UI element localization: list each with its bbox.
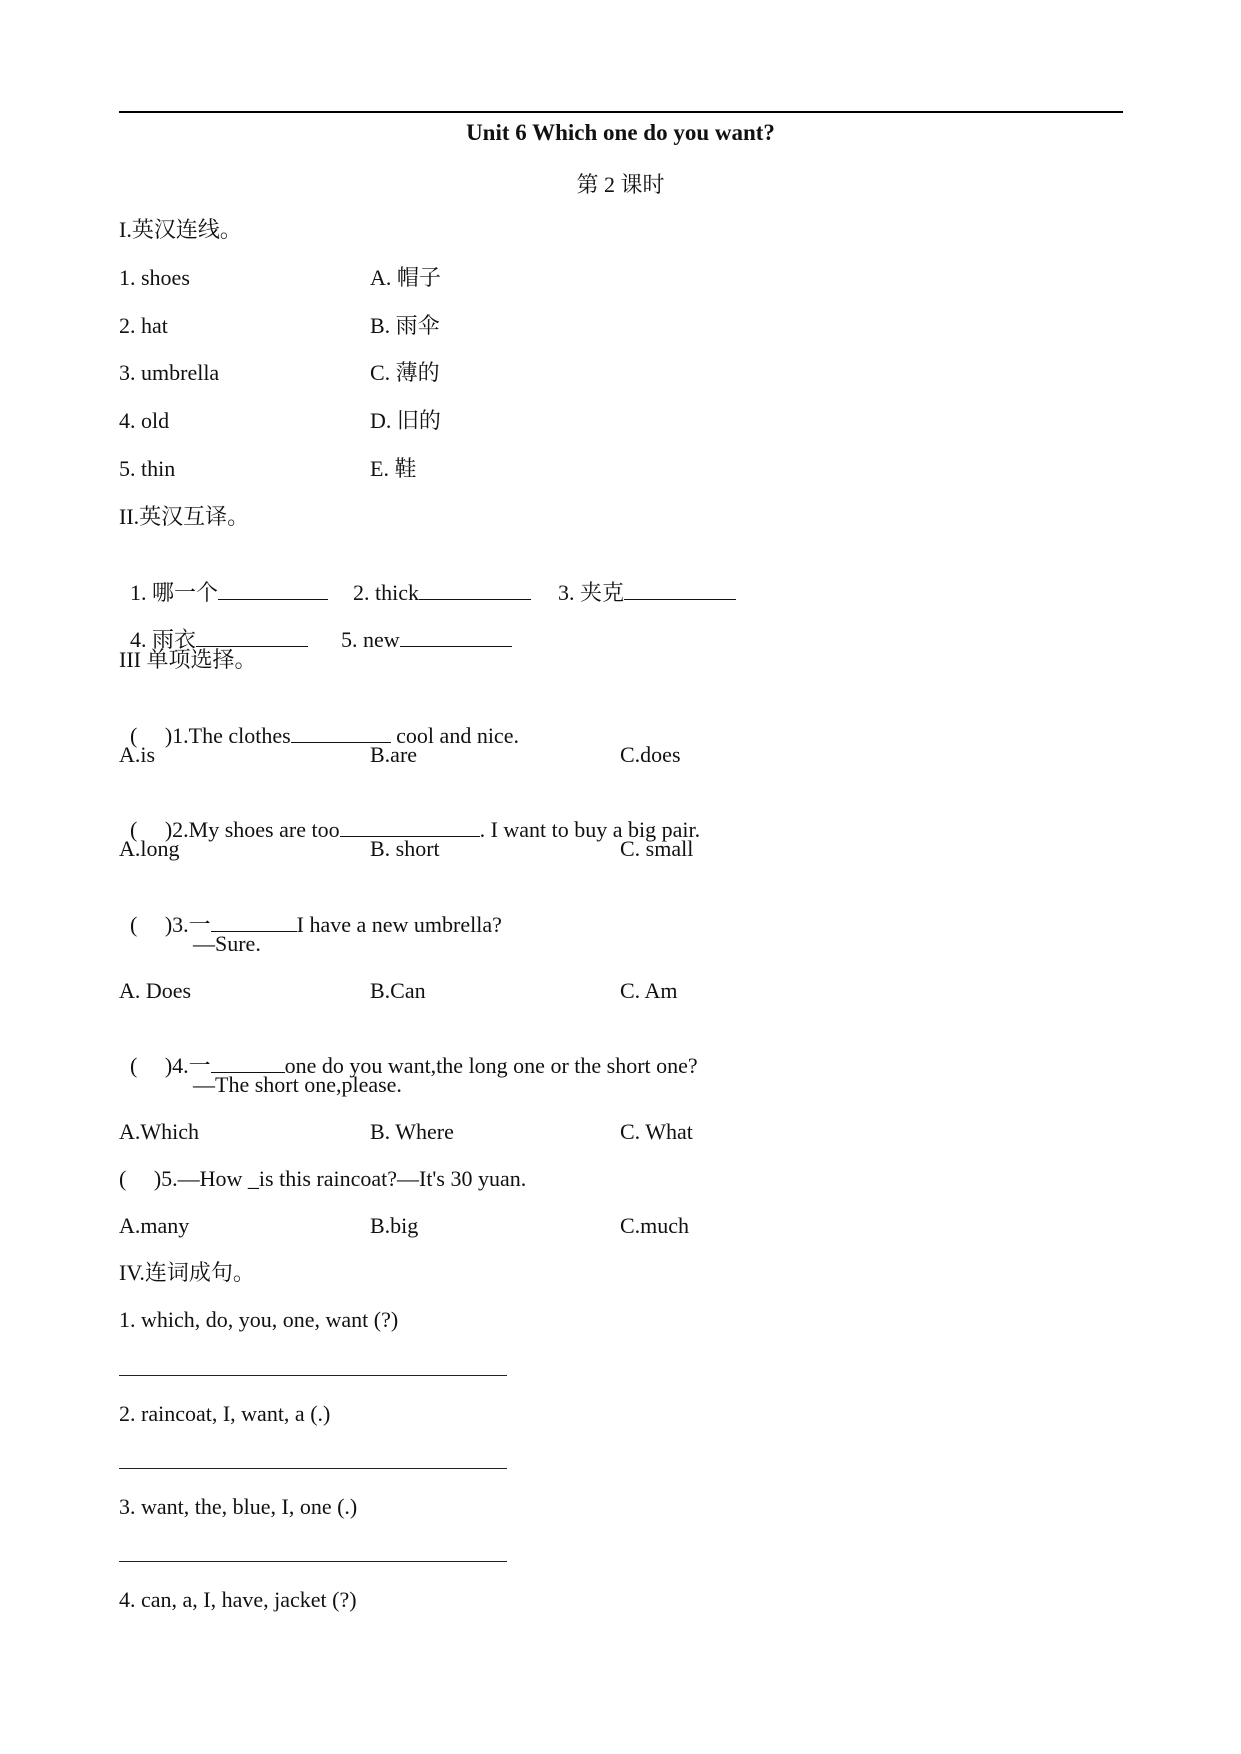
match-left-5: 5. thin: [119, 456, 176, 481]
match-left-3: 3. umbrella: [119, 360, 220, 385]
section-2-heading: II.英汉互译。: [119, 504, 250, 529]
question-1: [119, 694, 519, 750]
question-5: ( )5.—How _is this raincoat?—It's 30 yuan.: [119, 1166, 527, 1191]
q5-option-a[interactable]: A.many: [119, 1213, 190, 1238]
match-left-1: 1. shoes: [119, 265, 190, 290]
translate-item-5: 5. new: [341, 627, 400, 652]
page-title: Unit 6 Which one do you want?: [466, 120, 775, 145]
question-3-stem: ( )3.一: [130, 912, 211, 937]
q3-option-b[interactable]: B.Can: [370, 978, 426, 1003]
match-left-2: 2. hat: [119, 313, 168, 338]
sentence-item-4: 4. can, a, I, have, jacket (?): [119, 1587, 357, 1612]
translate-item-1: 1. 哪一个: [130, 580, 219, 605]
sentence-answer-line-1[interactable]: [119, 1375, 507, 1376]
q2-option-c[interactable]: C. small: [620, 836, 694, 861]
q1-option-b[interactable]: B.are: [370, 742, 418, 767]
translate-row-1c: [547, 551, 736, 607]
q5-option-c[interactable]: C.much: [620, 1213, 690, 1238]
sentence-item-3: 3. want, the, blue, I, one (.): [119, 1494, 358, 1519]
q3-option-a[interactable]: A. Does: [119, 978, 192, 1003]
match-right-3: C. 薄的: [370, 360, 440, 385]
question-4-tail: one do you want,the long one or the short one?: [284, 1053, 698, 1078]
question-1-stem: ( )1.The clothes: [130, 723, 291, 748]
translate-blank-5[interactable]: [400, 645, 512, 647]
q5-option-b[interactable]: B.big: [370, 1213, 419, 1238]
q4-option-b[interactable]: B. Where: [370, 1119, 454, 1144]
question-2-stem: ( )2.My shoes are too: [130, 817, 340, 842]
q4-option-a[interactable]: A.Which: [119, 1119, 200, 1144]
section-1-heading: I.英汉连线。: [119, 217, 242, 242]
sentence-item-2: 2. raincoat, I, want, a (.): [119, 1401, 331, 1426]
sentence-answer-line-2[interactable]: [119, 1468, 507, 1469]
q1-option-c[interactable]: C.does: [620, 742, 681, 767]
question-3: [119, 883, 502, 939]
question-3-tail: I have a new umbrella?: [296, 912, 502, 937]
match-right-2: B. 雨伞: [370, 313, 440, 338]
translate-row-2b: [330, 598, 512, 654]
match-right-1: A. 帽子: [370, 265, 441, 290]
section-3-heading: III 单项选择。: [119, 647, 257, 672]
translate-item-3: 3. 夹克: [558, 580, 625, 605]
translate-item-4: 4. 雨衣: [130, 627, 197, 652]
question-3-reply: —Sure.: [193, 931, 261, 956]
question-2-tail: . I want to buy a big pair.: [479, 817, 701, 842]
q3-option-c[interactable]: C. Am: [620, 978, 678, 1003]
q2-option-a[interactable]: A.long: [119, 836, 180, 861]
question-1-tail: cool and nice.: [390, 723, 519, 748]
top-rule: [119, 111, 1123, 113]
q4-option-c[interactable]: C. What: [620, 1119, 693, 1144]
match-left-4: 4. old: [119, 408, 170, 433]
sentence-answer-line-3[interactable]: [119, 1561, 507, 1562]
question-4-stem: ( )4.一: [130, 1053, 211, 1078]
match-right-5: E. 鞋: [370, 456, 417, 481]
sentence-item-1: 1. which, do, you, one, want (?): [119, 1307, 399, 1332]
translate-item-2: 2. thick: [353, 580, 419, 605]
match-right-4: D. 旧的: [370, 408, 441, 433]
q2-option-b[interactable]: B. short: [370, 836, 440, 861]
lesson-subtitle: 第 2 课时: [576, 172, 665, 197]
section-4-heading: IV.连词成句。: [119, 1260, 255, 1285]
question-4-reply: —The short one,please.: [193, 1072, 402, 1097]
q1-option-a[interactable]: A.is: [119, 742, 156, 767]
translate-blank-3[interactable]: [624, 598, 736, 600]
